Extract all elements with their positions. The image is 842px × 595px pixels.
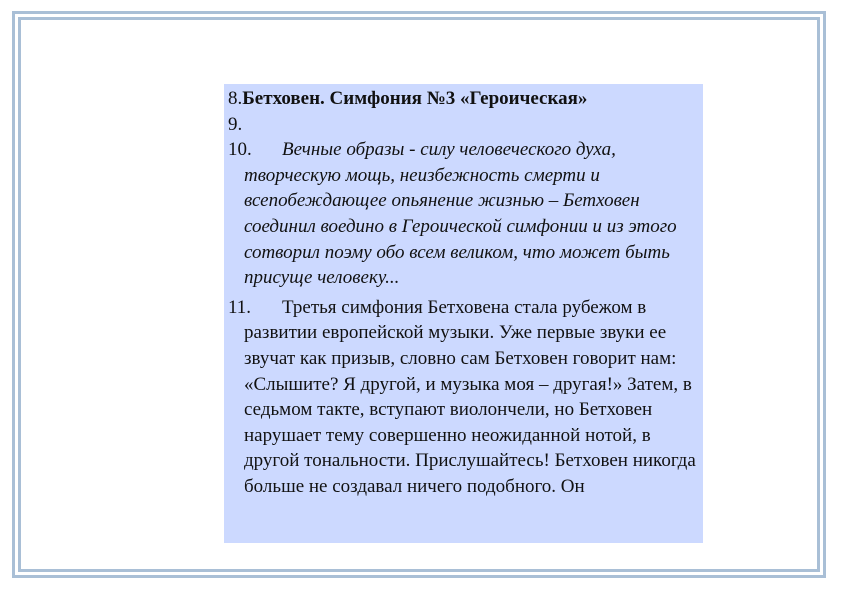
list-item-9 — [228, 112, 701, 138]
list-item-11 — [228, 295, 701, 500]
paragraph-text: Третья симфония Бетховена стала рубежом в развитии европейской музыки. Уже первые звуки ее звучат как призыв, словно сам Бетховен говорит нам: «Слышите? Я другой, и музыка моя – другая!» Затем, в седьмом такте, вступают виолончели, но Бетховен нарушает тему совершенно неожиданной нотой, в другой тональности. Прислушайтесь! Бетховен никогда больше не создавал ничего подобного. Он — [244, 296, 696, 497]
list-number: 11. — [228, 296, 252, 318]
list-number: 8. — [228, 88, 243, 109]
text-block — [224, 84, 703, 543]
heading-text: Бетховен. Симфония №3 «Героическая» — [242, 88, 588, 109]
list-item-10 — [228, 137, 701, 291]
quote-text: Вечные образы - силу человеческого духа, творческую мощь, неизбежность смерти и всепобеждающее опьянение жизнью – Бетховен соединил воедино в Героической симфонии и из этого сотворил поэму обо всем великом, что может быть присуще человеку... — [244, 139, 677, 289]
list-number: 10. — [228, 139, 252, 161]
list-number: 9. — [228, 113, 243, 135]
list-item-8 — [228, 86, 701, 112]
